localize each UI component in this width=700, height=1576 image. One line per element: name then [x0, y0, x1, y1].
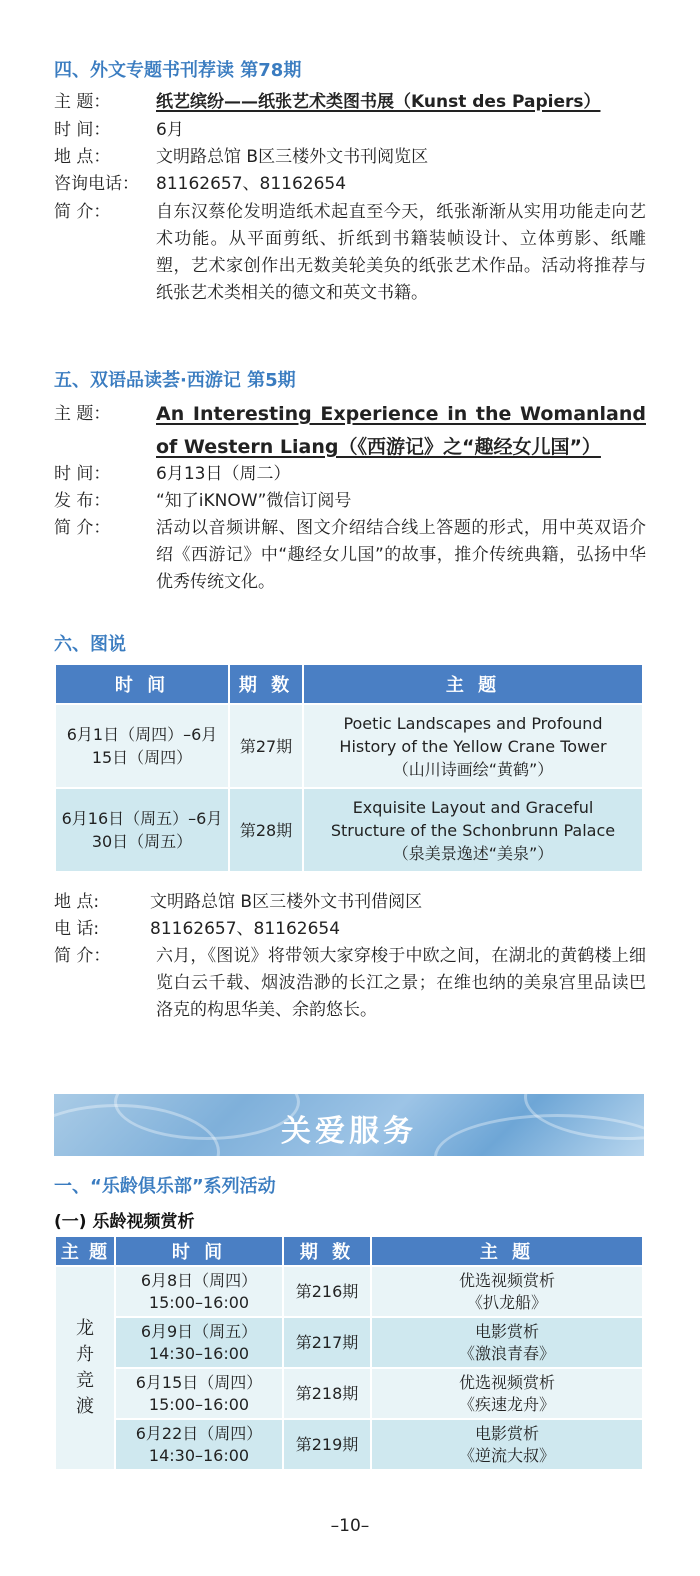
row-issue: 第216期 — [283, 1266, 371, 1317]
s5-time: 6月13日（周二） — [156, 464, 291, 484]
col-time: 时 间 — [115, 1236, 283, 1266]
row-issue: 第28期 — [229, 788, 303, 872]
row-film: 《逆流大叔》 — [458, 1445, 555, 1465]
row-time: 6月16日（周五）–6月30日（周五） — [55, 788, 229, 872]
section-title-illustrated: 六、图说 — [54, 634, 126, 655]
phone-label: 电 话: — [54, 919, 100, 939]
row-category: 优选视频赏析 — [458, 1270, 555, 1290]
row-category: 电影赏析 — [474, 1321, 539, 1341]
care-services-banner — [54, 1094, 644, 1156]
row-issue: 第27期 — [229, 704, 303, 788]
col-theme: 主 题 — [55, 1236, 115, 1266]
row-hours: 15:00–16:00 — [148, 1394, 250, 1414]
row-topic: Poetic Landscapes and Profound History of the Yellow Crane Tower（山川诗画绘“黄鹤”） — [303, 704, 643, 788]
table-row — [55, 1368, 643, 1419]
table-row — [55, 1419, 643, 1470]
row-hours: 14:30–16:00 — [148, 1445, 250, 1465]
row-time — [115, 1317, 283, 1368]
col-topic: 主 题 — [303, 664, 643, 704]
section-title-senior-club: 一、“乐龄俱乐部”系列活动 — [54, 1176, 276, 1197]
col-issue: 期 数 — [283, 1236, 371, 1266]
row-topic — [371, 1317, 643, 1368]
table-row — [55, 1266, 643, 1317]
intro-label: 简 介： — [54, 518, 111, 538]
phone-label: 咨询电话： — [54, 174, 139, 194]
illustrated-table — [54, 663, 644, 873]
banner-title: 关爱服务 — [281, 1114, 417, 1149]
time-label: 时 间： — [54, 120, 111, 140]
intro-label: 简 介： — [54, 946, 111, 966]
row-film: 《扒龙船》 — [466, 1292, 547, 1312]
row-topic: Exquisite Layout and Graceful Structure of the Schonbrunn Palace（泉美景逸述“美泉”） — [303, 788, 643, 872]
senior-video-table — [54, 1235, 644, 1471]
time-label: 时 间： — [54, 464, 111, 484]
row-issue: 第218期 — [283, 1368, 371, 1419]
row-time — [115, 1266, 283, 1317]
row-date: 6月9日（周五） — [140, 1321, 258, 1341]
row-hours: 15:00–16:00 — [148, 1292, 250, 1312]
col-topic: 主 题 — [371, 1236, 643, 1266]
section-title-bilingual-reading: 五、双语品读荟·西游记 第5期 — [54, 370, 296, 391]
s5-pub: “知了iKNOW”微信订阅号 — [156, 491, 352, 511]
theme-cell: 龙舟竞渡 — [55, 1266, 115, 1470]
row-film: 《疾速龙舟》 — [458, 1394, 555, 1414]
table-row — [55, 1317, 643, 1368]
row-topic — [371, 1419, 643, 1470]
place-label: 地 点： — [54, 147, 111, 167]
pub-label: 发 布： — [54, 491, 111, 511]
col-issue: 期 数 — [229, 664, 303, 704]
row-issue: 第219期 — [283, 1419, 371, 1470]
page-number: –10– — [330, 1516, 370, 1536]
row-time: 6月1日（周四）–6月15日（周四） — [55, 704, 229, 788]
s6-phone: 81162657、81162654 — [150, 919, 341, 939]
subsection-title-video: (一) 乐龄视频赏析 — [54, 1212, 195, 1232]
s4-topic: 纸艺缤纷——纸张艺术类图书展（Kunst des Papiers） — [156, 92, 601, 112]
row-date: 6月22日（周四） — [135, 1423, 263, 1443]
row-date: 6月8日（周四） — [140, 1270, 258, 1290]
row-category: 优选视频赏析 — [458, 1372, 555, 1392]
s5-intro: 活动以音频讲解、图文介绍结合线上答题的形式，用中英双语介绍《西游记》中“趣经女儿国”的故事，推介传统典籍，弘扬中华优秀传统文化。 — [156, 518, 646, 592]
row-topic — [371, 1368, 643, 1419]
topic-label: 主 题： — [54, 404, 111, 424]
s6-place: 文明路总馆 B区三楼外文书刊借阅区 — [150, 892, 423, 912]
place-label: 地 点: — [54, 892, 100, 912]
row-time — [115, 1368, 283, 1419]
row-date: 6月15日（周四） — [135, 1372, 263, 1392]
table-row — [55, 788, 643, 872]
s4-time: 6月 — [156, 120, 184, 140]
row-film: 《激浪青春》 — [458, 1343, 555, 1363]
row-hours: 14:30–16:00 — [148, 1343, 250, 1363]
section-title-foreign-books: 四、外文专题书刊荐读 第78期 — [54, 60, 302, 81]
s4-place: 文明路总馆 B区三楼外文书刊阅览区 — [156, 147, 429, 167]
s6-intro: 六月，《图说》将带领大家穿梭于中欧之间，在湖北的黄鹤楼上细览白云千载、烟波浩渺的长江之景；在维也纳的美泉宫里品读巴洛克的构思华美、余韵悠长。 — [156, 946, 646, 1020]
topic-label: 主 题： — [54, 92, 111, 112]
s5-topic: An Interesting Experience in the Womanland of Western Liang（《西游记》之“趣经女儿国”） — [156, 403, 646, 458]
row-category: 电影赏析 — [474, 1423, 539, 1443]
s4-intro: 自东汉蔡伦发明造纸术起直至今天，纸张渐渐从实用功能走向艺术功能。从平面剪纸、折纸到书籍装帧设计、立体剪影、纸雕塑，艺术家创作出无数美轮美奂的纸张艺术作品。活动将推荐与纸张艺术类相关的德文和英文书籍。 — [156, 202, 646, 303]
s4-phone: 81162657、81162654 — [156, 174, 347, 194]
row-time — [115, 1419, 283, 1470]
row-topic — [371, 1266, 643, 1317]
intro-label: 简 介： — [54, 202, 111, 222]
row-issue: 第217期 — [283, 1317, 371, 1368]
table-row — [55, 704, 643, 788]
col-time: 时 间 — [55, 664, 229, 704]
